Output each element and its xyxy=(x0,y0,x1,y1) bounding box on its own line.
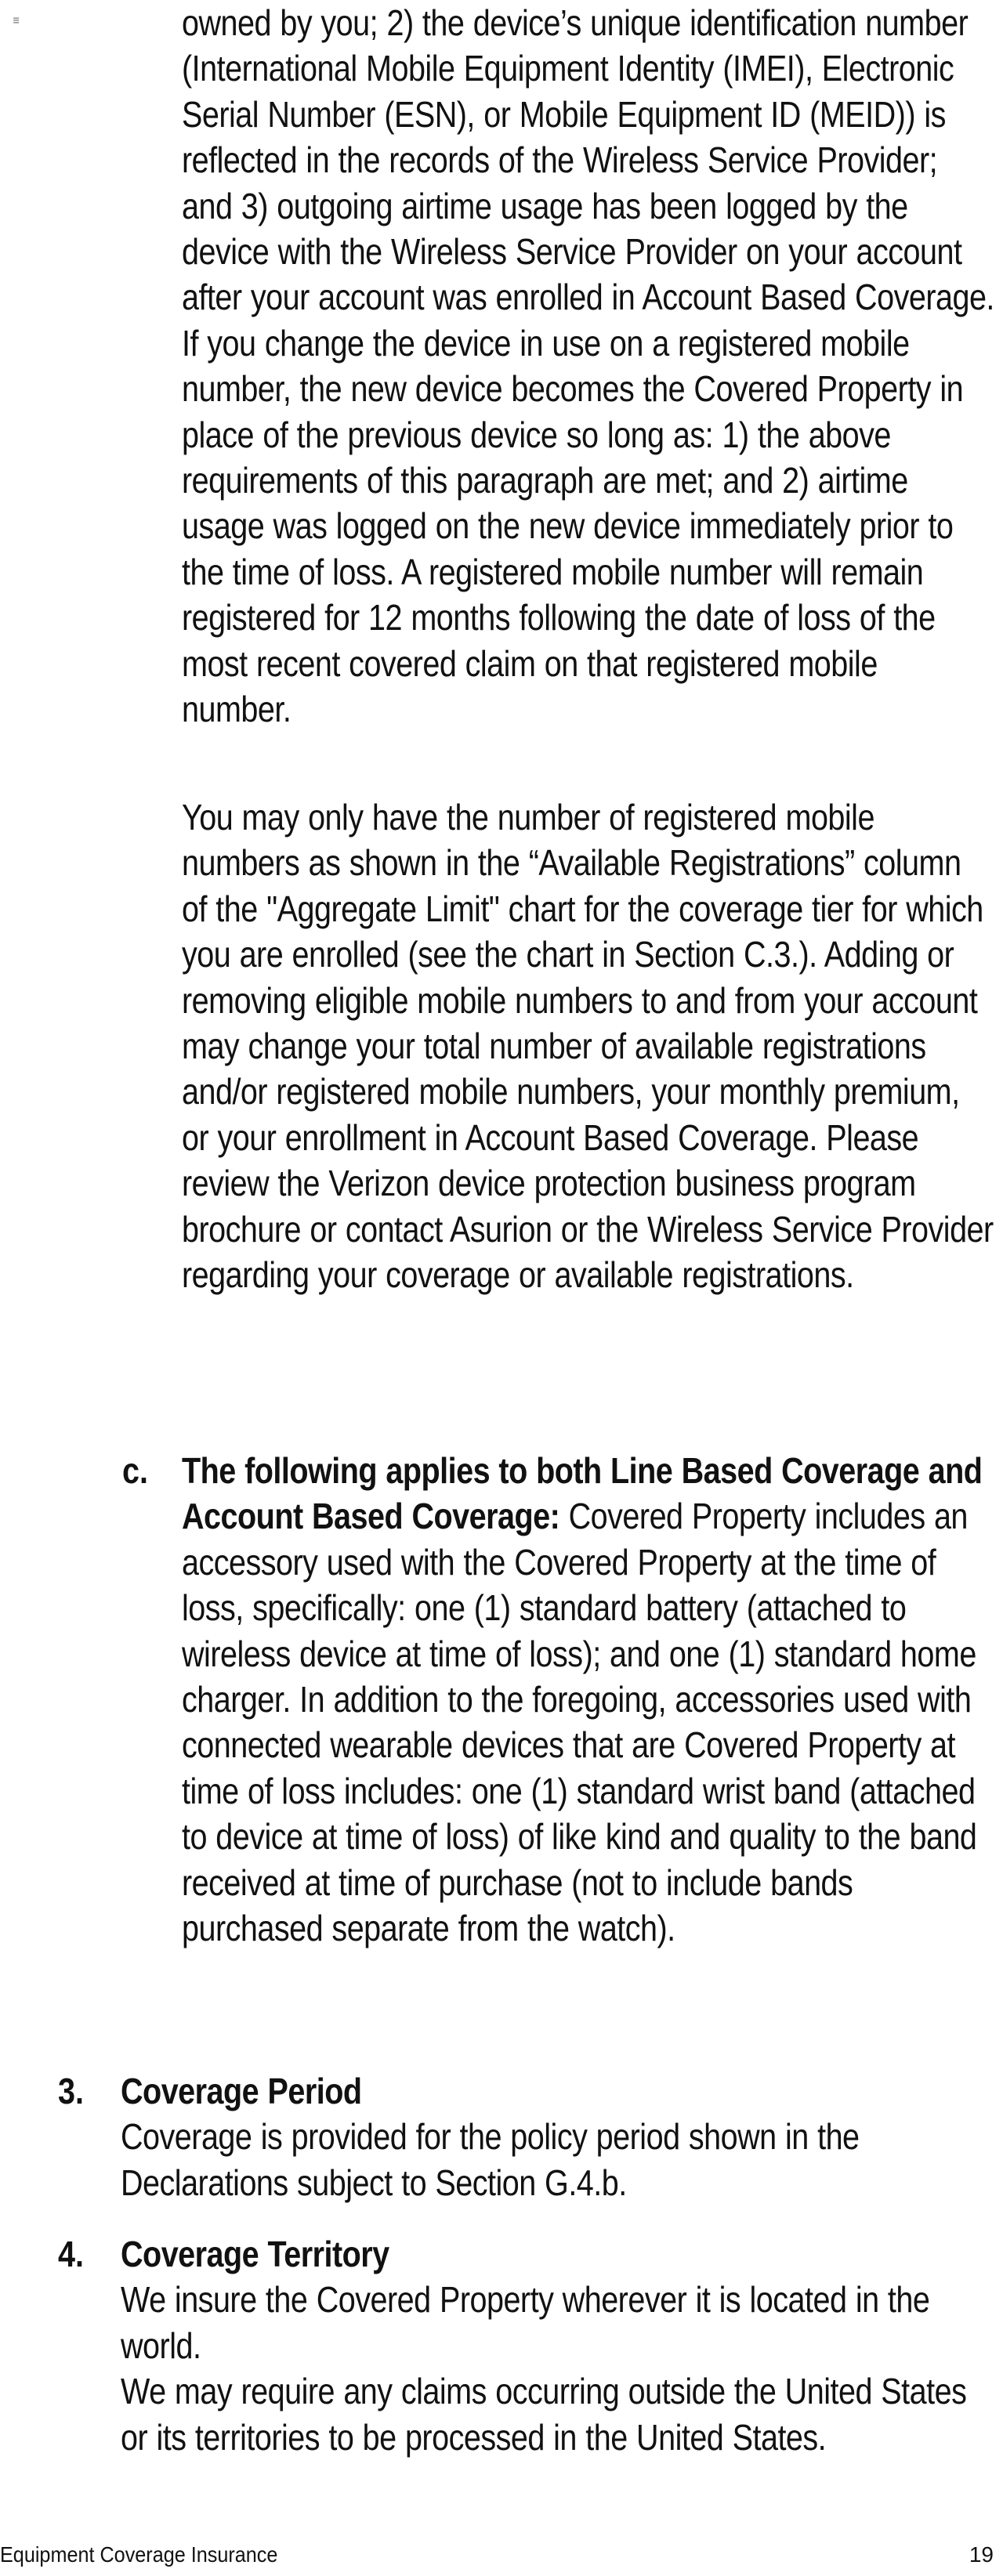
section-4-title: Coverage Territory xyxy=(121,2234,389,2274)
list-label-c: c. xyxy=(122,1450,149,1491)
corner-mark: ≡ xyxy=(13,13,20,27)
footer-title: Equipment Coverage Insurance xyxy=(0,2542,278,2567)
section-4-text-1: We insure the Covered Property wherever it is located in the world. xyxy=(121,2279,930,2366)
list-item-c-body: Covered Property includes an accessory used with the Covered Property at the time of loss, specifically: one (1) standard battery (attached to wireless device at time of loss); and one (1) standard home charger. In addition to the foregoing, accessories used with connected wearable devices that are Covered Property at time of loss includes: one (1) standard wrist band (attached to device at time of loss) of like kind and quality to the band received at time of purchase (not to include bands purchased separate from the watch). xyxy=(182,1496,977,1949)
paragraph-text: owned by you; 2) the device’s unique identification number (International Mobile Equipment Identity (IMEI), Electronic Serial Number (ESN), or Mobile Equipment ID (MEID)) is reflected in the records of the Wireless Service Provider; and 3) outgoing airtime usage has been logged by the device with the Wireless Service Provider on your account after your account was enrolled in Account Based Coverage. If you change the device in use on a registered mobile number, the new device becomes the Covered Property in place of the previous device so long as: 1) the above requirements of this paragraph are met; and 2) airtime usage was logged on the new device immediately prior to the time of loss. A registered mobile number will remain registered for 12 months following the date of loss of the most recent covered claim on that registered mobile number. xyxy=(182,2,994,730)
body-paragraph-1 xyxy=(182,0,997,733)
paragraph-text: You may only have the number of registered mobile numbers as shown in the “Available Registrations” column of the "Aggregate Limit" chart for the coverage tier for which you are enrolled (see the chart in Section C.3.). Adding or removing eligible mobile numbers to and from your account may change your total number of available registrations and/or registered mobile numbers, your monthly premium, or your enrollment in Account Based Coverage. Please review the Verizon device protection business program brochure or contact Asurion or the Wireless Service Provider regarding your coverage or available registrations. xyxy=(182,797,994,1296)
section-3-title: Coverage Period xyxy=(121,2071,362,2111)
section-4 xyxy=(121,2231,990,2460)
section-3-number: 3. xyxy=(58,2071,85,2111)
section-3 xyxy=(121,2068,990,2205)
section-3-text: Coverage is provided for the policy period shown in the Declarations subject to Section G.4.b. xyxy=(121,2116,860,2203)
list-item-c-text xyxy=(182,1448,994,1951)
body-paragraph-2 xyxy=(182,794,997,1297)
page-number: 19 xyxy=(969,2542,994,2567)
section-4-text-2: We may require any claims occurring outside the United States or its territories to be processed in the United States. xyxy=(121,2371,967,2458)
list-item-c xyxy=(182,1448,997,1951)
section-4-number: 4. xyxy=(58,2234,85,2274)
list-item-c-lead: The following applies to both Line Based Coverage and Account Based Coverage: xyxy=(182,1450,983,1537)
